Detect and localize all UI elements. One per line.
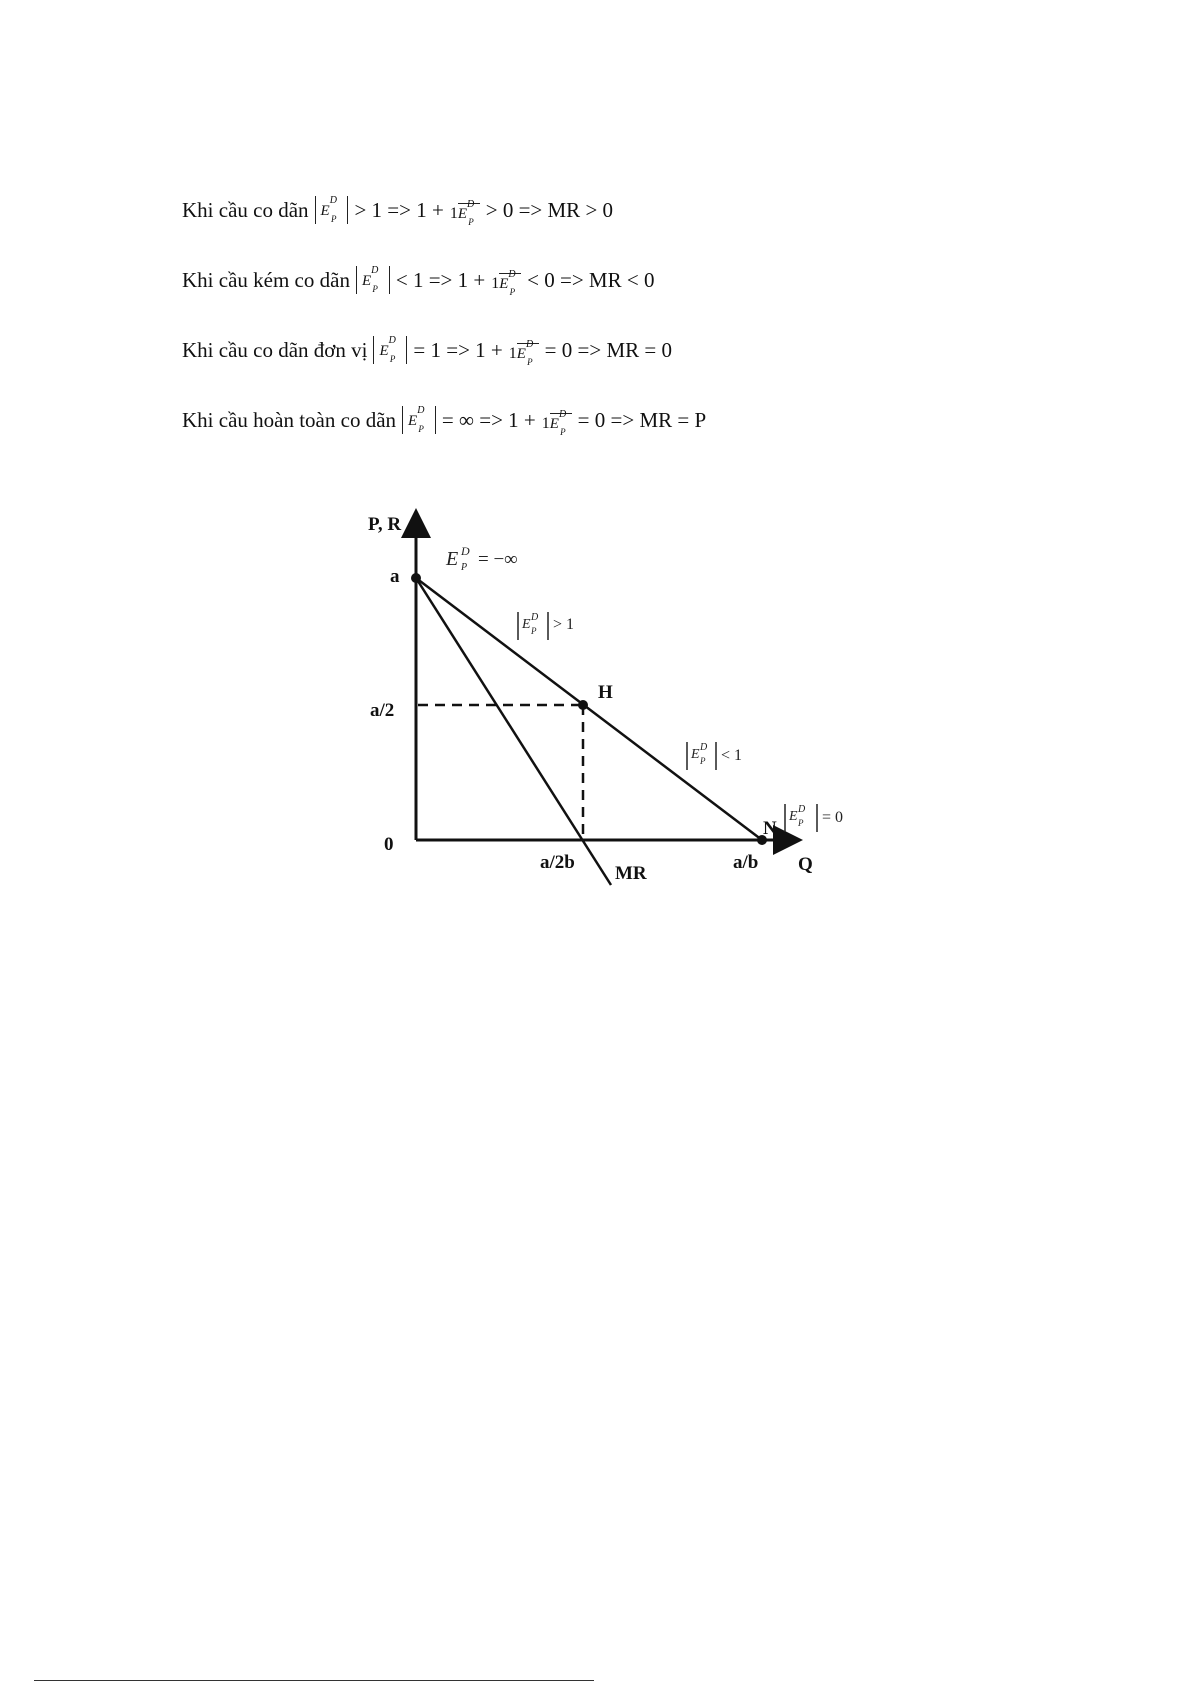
y-tick-a: a <box>390 566 400 587</box>
svg-text:P: P <box>700 756 706 766</box>
footnote-rule <box>34 1680 594 1681</box>
svg-text:E: E <box>522 617 531 632</box>
svg-text:P: P <box>798 818 804 828</box>
formula-text: Khi cầu kém co dãn <box>182 267 350 292</box>
formula-condition: < 1 => 1 + <box>395 267 486 292</box>
origin-label: 0 <box>384 834 394 855</box>
fraction: $1E^D_P$ <box>542 411 572 434</box>
point-a <box>411 573 421 583</box>
x-axis-label: Q <box>798 854 813 875</box>
annotation-elastic <box>518 612 574 640</box>
abs-elasticity: $E^D_P$ <box>402 406 436 434</box>
mr-label: MR <box>615 863 647 884</box>
formula-text: Khi cầu hoàn toàn co dãn <box>182 407 397 432</box>
svg-text:< 1: < 1 <box>721 747 743 764</box>
formula-result: > 0 => MR > 0 <box>485 197 614 222</box>
formula-result: = 0 => MR = 0 <box>544 337 672 362</box>
abs-elasticity: $E^D_P$ <box>373 336 407 364</box>
fraction: $1E^D_P$ <box>491 271 521 294</box>
y-axis-label: P, R <box>368 514 402 535</box>
formula-condition: > 1 => 1 + <box>354 197 444 222</box>
svg-text:= 0: = 0 <box>822 809 844 826</box>
svg-text:E: E <box>789 809 798 824</box>
point-H-label: H <box>598 682 613 703</box>
abs-elasticity: $E^D_P$ <box>315 196 349 224</box>
svg-text:E: E <box>691 747 700 762</box>
svg-text:P: P <box>531 626 537 636</box>
svg-text:= −∞: = −∞ <box>478 549 518 570</box>
x-tick-a-b: a/b <box>733 852 759 873</box>
formula-condition: = ∞ => 1 + <box>441 407 536 432</box>
svg-text:P: P <box>461 562 468 573</box>
svg-text:E: E <box>446 548 459 570</box>
fraction: $1E^D_P$ <box>509 341 539 364</box>
point-N-label: N <box>763 818 777 839</box>
svg-text:> 1: > 1 <box>553 616 575 633</box>
annotation-inelastic <box>687 742 742 770</box>
formula-text: Khi cầu co dãn đơn vị <box>182 337 368 362</box>
formula-text: Khi cầu co dãn <box>182 197 309 222</box>
svg-text:D: D <box>531 612 539 623</box>
fraction: $1E^D_P$ <box>450 201 480 224</box>
demand-line <box>416 578 762 840</box>
svg-text:D: D <box>700 742 708 753</box>
abs-elasticity: $E^D_P$ <box>356 266 390 294</box>
formula-result: < 0 => MR < 0 <box>527 267 655 292</box>
svg-text:D: D <box>461 544 470 558</box>
annotation-top <box>445 544 518 573</box>
annotation-zero <box>785 804 843 832</box>
y-tick-a-half: a/2 <box>370 700 395 721</box>
formula-result: = 0 => MR = P <box>577 407 707 432</box>
point-H <box>578 700 588 710</box>
formula-condition: = 1 => 1 + <box>413 337 503 362</box>
x-tick-a-2b: a/2b <box>540 852 575 873</box>
svg-text:D: D <box>798 804 806 815</box>
